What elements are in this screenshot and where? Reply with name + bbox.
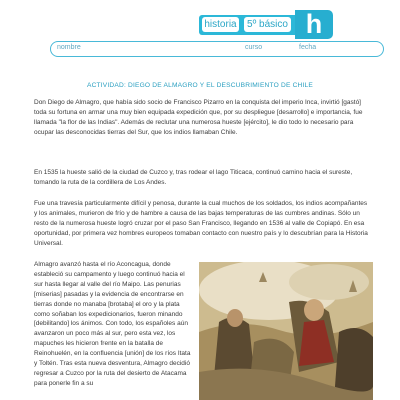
historical-painting — [199, 262, 373, 400]
course-label: curso — [245, 44, 263, 51]
subject-tag: historia — [202, 17, 239, 32]
painting-illustration — [199, 262, 373, 400]
paragraph: Don Diego de Almagro, que había sido socio de Francisco Pizarro en la conquista del imperio Inca, invirtió [gastó] toda su fortuna en armar una muy bien equipada expedición que, por su despliegue [desarrollo] e importancia, fue llamada "la flor de las Indias". Además de reclutar una numerosa hueste [ejército], le dio todo lo necesario para ocupar las desconocidas tierras del Sur, que los indios llamaban Chile. — [34, 99, 363, 136]
student-info-field[interactable] — [50, 41, 384, 57]
paragraph: En 1535 la hueste salió de la ciudad de Cuzco y, tras rodear el lago Titicaca, continuó camino hacia el sureste, tomando la ruta de la cordillera de Los Andes. — [34, 169, 353, 186]
logo-icon: h — [295, 10, 333, 39]
paragraph: Fue una travesía particularmente difícil y penosa, durante la cual muchos de los soldados, los indios acompañantes y los animales, murieron de frío y de hambre a causa de las bajas temperaturas de las cumbres andinas. Sólo un resto de la numerosa hueste logró cruzar por el paso San Francisco, llegando en 1536 al valle de Copiapó. En esa oportunidad, por primera vez hombres europeos tomaban contacto con nuestro país y lo descubrían para la Historia Universal. — [34, 200, 368, 247]
name-label: nombre — [57, 44, 81, 51]
grade-tag: 5º básico — [244, 17, 291, 32]
activity-title: ACTIVIDAD: DIEGO DE ALMAGRO Y EL DESCUBRIMIENTO DE CHILE — [86, 82, 314, 89]
paragraph: Almagro avanzó hasta el río Aconcagua, donde estableció su campamento y luego continuó hacia el sur hasta llegar al valle del río Maipo. Las penurias [miserias] pasadas y la evidencia de encontrarse en tierras donde no manaba [brotaba] el oro y la plata como soñaban los expedicionarios, fueron minando [debilitando] los ánimos. Con todo, los españoles aún avanzaron un poco más al sur, pero esta vez, los mapuches les hicieron frente en la batalla de Reinohuelén, en la confluencia [unión] de los ríos Itata y Toltén. Tras esta nueva desventura, Almagro decidió regresar a Cuzco por la ruta del desierto de Atacama para ponerle fin a su — [34, 261, 191, 387]
date-label: fecha — [299, 44, 317, 51]
